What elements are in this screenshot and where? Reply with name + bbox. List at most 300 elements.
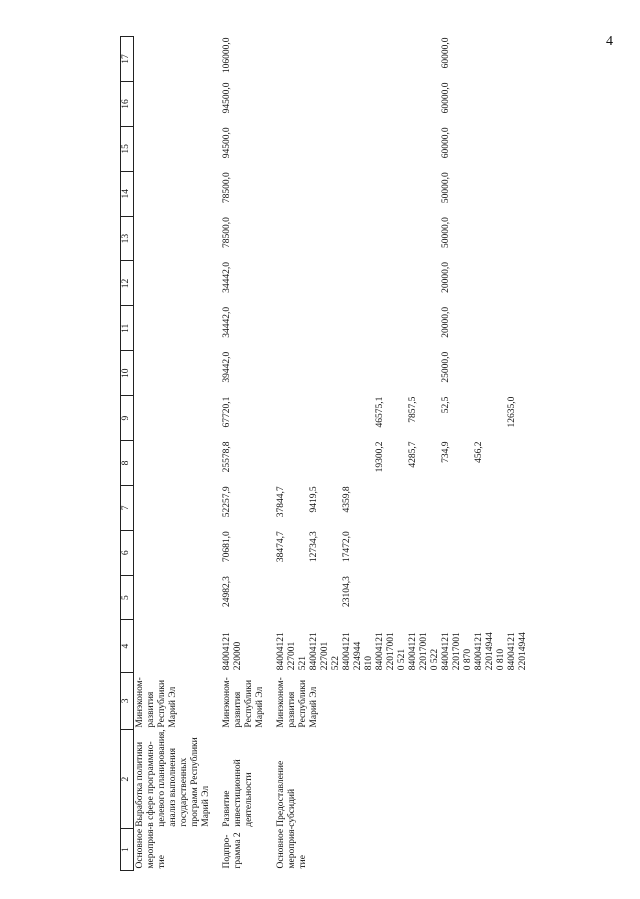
value-cell-col-14 (221, 171, 267, 216)
budget-table (120, 36, 538, 871)
row-executor (221, 672, 267, 729)
row-name-line: целевого планирования, (157, 729, 167, 827)
value-cell-col-7 (221, 485, 267, 530)
row-executor-line: развития (146, 691, 156, 728)
value (386, 442, 397, 484)
row-name-line: государственных (179, 757, 189, 827)
value-cell-col-12 (134, 261, 214, 306)
value (298, 397, 309, 439)
row-codes-line: 84004121 (375, 632, 385, 671)
value: 12635,0 (507, 396, 517, 428)
value (364, 172, 375, 214)
row-codes-line: 522 (331, 655, 341, 671)
row-type (275, 826, 530, 871)
value: 456,2 (474, 441, 484, 463)
value (287, 352, 298, 394)
value-cell-col-9 (275, 396, 530, 441)
value: 106000,0 (222, 37, 232, 74)
value-cell-col-16 (134, 82, 214, 127)
row-type-line: тие (157, 855, 167, 869)
row-executor-line: Марий Эл (168, 686, 178, 728)
column-header-15: 15 (121, 126, 134, 171)
row-codes-line: 0 810 (496, 648, 506, 671)
value (342, 127, 353, 169)
row-codes-line: 0 522 (430, 648, 440, 671)
value (430, 172, 441, 214)
row-executor (134, 672, 214, 729)
row-type (134, 826, 214, 871)
value (320, 442, 331, 484)
value (298, 217, 309, 259)
value (463, 442, 474, 484)
value (298, 172, 309, 214)
value (309, 262, 320, 304)
value (452, 397, 463, 439)
row-name-line: анализ выполнения (168, 748, 178, 827)
column-header-13: 13 (121, 216, 134, 261)
row-codes-line: 22014944 (518, 632, 528, 671)
value-cell-col-8 (134, 441, 214, 486)
value (386, 352, 397, 394)
column-header-3: 3 (121, 672, 134, 729)
column-header-8: 8 (121, 441, 134, 486)
table-row (134, 37, 214, 871)
value (276, 262, 287, 304)
row-codes-line: 84004121 (474, 632, 484, 671)
value (331, 397, 342, 439)
value-cell-col-17 (221, 37, 267, 82)
value-cell-col-11 (221, 306, 267, 351)
value (408, 262, 419, 304)
value (430, 127, 441, 169)
row-executor-line: развития (233, 691, 243, 728)
value (287, 262, 298, 304)
value (287, 38, 298, 80)
value (353, 262, 364, 304)
row-codes-line: 22014944 (485, 632, 495, 671)
value (375, 352, 386, 394)
row-executor-line: Марий Эл (309, 686, 319, 728)
value (375, 127, 386, 169)
value-cell-col-8 (275, 441, 530, 486)
value (320, 127, 331, 169)
value (276, 38, 287, 80)
value (276, 307, 287, 349)
value (386, 83, 397, 125)
value (386, 38, 397, 80)
value (309, 172, 320, 214)
row-codes (221, 620, 267, 672)
value (320, 217, 331, 259)
value (397, 38, 408, 80)
column-header-12: 12 (121, 261, 134, 306)
value (320, 38, 331, 80)
value (135, 397, 146, 439)
value (320, 83, 331, 125)
value (364, 38, 375, 80)
value (135, 531, 146, 573)
value: 9419,5 (309, 486, 319, 513)
value (331, 172, 342, 214)
row-codes-line: 84004121 (276, 632, 286, 671)
value-cell-col-10 (275, 351, 530, 396)
row-codes-line: 84004121 (309, 632, 319, 671)
row-executor-line: Минэконом- (135, 677, 145, 728)
value (419, 127, 430, 169)
value-cell-col-13 (275, 216, 530, 261)
value-cell-col-15 (275, 126, 530, 171)
value (397, 352, 408, 394)
value (298, 307, 309, 349)
value-cell-col-17 (275, 37, 530, 82)
value (287, 576, 298, 618)
value (287, 127, 298, 169)
row-executor-line: Марий Эл (255, 686, 265, 728)
value (309, 307, 320, 349)
value (331, 38, 342, 80)
value (298, 38, 309, 80)
row-type-line: грамма 2 (233, 832, 243, 869)
value (419, 307, 430, 349)
value (463, 397, 474, 439)
value (430, 83, 441, 125)
value-cell-col-6 (134, 530, 214, 575)
value-cell-col-16 (275, 82, 530, 127)
value (135, 127, 146, 169)
value (353, 172, 364, 214)
value: 52257,9 (222, 486, 232, 518)
value (276, 217, 287, 259)
row-spacer (213, 37, 221, 871)
value (287, 397, 298, 439)
column-header-16: 16 (121, 82, 134, 127)
value (298, 352, 309, 394)
value-cell-col-17 (134, 37, 214, 82)
value (430, 442, 441, 484)
row-executor-line: Республики (298, 679, 308, 728)
value: 19300,2 (375, 441, 385, 473)
column-header-14: 14 (121, 171, 134, 216)
value (331, 83, 342, 125)
value (353, 352, 364, 394)
value: 734,9 (441, 441, 451, 463)
value (276, 442, 287, 484)
value (364, 217, 375, 259)
value (331, 127, 342, 169)
value: 20000,0 (441, 306, 451, 338)
value: 17472,0 (342, 531, 352, 563)
value (452, 442, 463, 484)
value (353, 127, 364, 169)
value-cell-col-10 (221, 351, 267, 396)
value: 78500,0 (222, 217, 232, 248)
value (331, 352, 342, 394)
value (430, 307, 441, 349)
row-type-line: тие (298, 855, 308, 869)
value-cell-col-11 (275, 306, 530, 351)
row-name-line: инвестиционной (233, 759, 243, 827)
value (298, 576, 309, 618)
value (386, 307, 397, 349)
value (408, 83, 419, 125)
value (397, 83, 408, 125)
value (375, 83, 386, 125)
value: 34442,0 (222, 306, 232, 338)
value (135, 83, 146, 125)
column-header-11: 11 (121, 306, 134, 351)
value: 24982,3 (222, 576, 232, 607)
value (375, 38, 386, 80)
value (419, 172, 430, 214)
row-executor-line: развития (287, 691, 297, 728)
value (298, 442, 309, 484)
value (375, 307, 386, 349)
value (287, 531, 298, 573)
row-executor (275, 672, 530, 729)
value: 67720,1 (222, 396, 232, 428)
value (331, 217, 342, 259)
value: 94500,0 (222, 82, 232, 114)
row-executor-line: Минэконом- (276, 677, 286, 728)
row-codes-line: 22017001 (452, 632, 462, 671)
value (320, 531, 331, 573)
value: 4285,7 (408, 441, 418, 468)
value (135, 307, 146, 349)
value-cell-col-13 (221, 216, 267, 261)
column-header-7: 7 (121, 485, 134, 530)
value-cell-col-6 (275, 530, 530, 575)
value: 4359,8 (342, 486, 352, 513)
column-header-4: 4 (121, 620, 134, 672)
column-header-17: 17 (121, 37, 134, 82)
row-name-line: Марий Эл (201, 785, 211, 827)
value (353, 217, 364, 259)
value (309, 38, 320, 80)
value (419, 397, 430, 439)
value (397, 127, 408, 169)
row-codes-line: 22017001 (386, 632, 396, 671)
value (320, 576, 331, 618)
value (397, 442, 408, 484)
value (364, 397, 375, 439)
value-cell-col-9 (221, 396, 267, 441)
value (342, 172, 353, 214)
row-codes-line: 224944 (353, 641, 363, 671)
value: 46575,1 (375, 396, 385, 428)
row-name (221, 730, 267, 829)
value-cell-col-12 (275, 261, 530, 306)
value (353, 442, 364, 484)
column-header-9: 9 (121, 396, 134, 441)
value (353, 38, 364, 80)
value (276, 352, 287, 394)
value (419, 442, 430, 484)
value (309, 442, 320, 484)
value: 50000,0 (441, 217, 451, 248)
value (287, 307, 298, 349)
value (342, 262, 353, 304)
value (320, 307, 331, 349)
value-cell-col-8 (221, 441, 267, 486)
value (135, 217, 146, 259)
row-name-line: Выработка политики (135, 741, 145, 827)
value (353, 397, 364, 439)
value (342, 38, 353, 80)
row-codes-line: 84004121 (342, 632, 352, 671)
table-header-row (121, 37, 134, 871)
value (309, 83, 320, 125)
value (397, 172, 408, 214)
value (430, 38, 441, 80)
row-name (275, 730, 530, 829)
value-cell-col-7 (134, 485, 214, 530)
value: 37844,7 (276, 486, 286, 518)
row-executor-line: Республики (157, 679, 167, 728)
row-executor-line: Минэконом- (222, 677, 232, 728)
value (331, 576, 342, 618)
value (331, 262, 342, 304)
value (419, 352, 430, 394)
value (342, 397, 353, 439)
value: 60000,0 (441, 127, 451, 159)
value (287, 172, 298, 214)
value (408, 127, 419, 169)
value (485, 397, 496, 439)
value: 60000,0 (441, 82, 451, 114)
value (386, 262, 397, 304)
value-cell-col-6 (221, 530, 267, 575)
column-header-6: 6 (121, 530, 134, 575)
row-codes (275, 620, 530, 672)
value (375, 217, 386, 259)
value (386, 127, 397, 169)
value (408, 38, 419, 80)
value: 12734,3 (309, 531, 319, 563)
value: 78500,0 (222, 172, 232, 204)
value-cell-col-7 (275, 485, 530, 530)
value (419, 38, 430, 80)
value (364, 307, 375, 349)
value (309, 217, 320, 259)
column-header-10: 10 (121, 351, 134, 396)
value (276, 127, 287, 169)
value-cell-col-13 (134, 216, 214, 261)
value (298, 486, 309, 528)
value: 38474,7 (276, 531, 286, 563)
table-body (134, 37, 539, 871)
value (408, 217, 419, 259)
row-codes (134, 620, 214, 672)
value (364, 83, 375, 125)
value (375, 262, 386, 304)
value (320, 397, 331, 439)
row-codes-line: 84004121 (507, 632, 517, 671)
value (386, 217, 397, 259)
value (331, 486, 342, 528)
value: 39442,0 (222, 351, 232, 383)
value-cell-col-15 (134, 126, 214, 171)
rotated-table-wrapper (120, 36, 620, 871)
value-cell-col-5 (275, 575, 530, 620)
value-cell-col-5 (134, 575, 214, 620)
row-codes-line: 521 (298, 655, 308, 671)
row-name-line: программ Республики (190, 737, 200, 827)
row-type-line: Основное (135, 828, 145, 869)
row-codes-line: 84004121 (408, 632, 418, 671)
value (342, 307, 353, 349)
value: 94500,0 (222, 127, 232, 159)
row-codes-line: 810 (364, 655, 374, 671)
value (419, 262, 430, 304)
value (309, 127, 320, 169)
value: 7857,5 (408, 396, 418, 423)
row-name-line: субсидий (287, 788, 297, 827)
value (320, 262, 331, 304)
value (419, 217, 430, 259)
value (496, 397, 507, 439)
row-type-line: Основное (276, 828, 286, 869)
value-cell-col-9 (134, 396, 214, 441)
value (309, 397, 320, 439)
value-cell-col-5 (221, 575, 267, 620)
value (320, 486, 331, 528)
row-codes-line: 22017001 (419, 632, 429, 671)
value (397, 397, 408, 439)
table-row (275, 37, 530, 871)
value (135, 38, 146, 80)
value (397, 307, 408, 349)
value-cell-col-16 (221, 82, 267, 127)
value (309, 576, 320, 618)
value: 70681,0 (222, 531, 232, 563)
value: 25578,8 (222, 441, 232, 473)
row-codes-line: 0 521 (397, 648, 407, 671)
value (298, 127, 309, 169)
value (364, 442, 375, 484)
value (309, 352, 320, 394)
value (135, 262, 146, 304)
value: 20000,0 (441, 262, 451, 293)
value (298, 83, 309, 125)
value (397, 217, 408, 259)
row-name-line: в сфере программно- (146, 741, 156, 827)
value (375, 172, 386, 214)
value-cell-col-15 (221, 126, 267, 171)
value (135, 442, 146, 484)
row-executor-line: Республики (244, 679, 254, 728)
value (342, 442, 353, 484)
row-codes-line: 0 870 (463, 648, 473, 671)
value (298, 262, 309, 304)
value (408, 172, 419, 214)
value (276, 83, 287, 125)
value: 23104,3 (342, 576, 352, 607)
value (331, 442, 342, 484)
value (408, 307, 419, 349)
row-name-line: Предоставление (276, 760, 286, 827)
column-header-2: 2 (121, 730, 134, 829)
value (135, 486, 146, 528)
value (342, 217, 353, 259)
value: 50000,0 (441, 172, 451, 204)
value (276, 397, 287, 439)
column-header-1: 1 (121, 829, 134, 871)
row-spacer (530, 37, 538, 871)
value (386, 172, 397, 214)
value (419, 83, 430, 125)
value (135, 172, 146, 214)
value: 34442,0 (222, 262, 232, 293)
